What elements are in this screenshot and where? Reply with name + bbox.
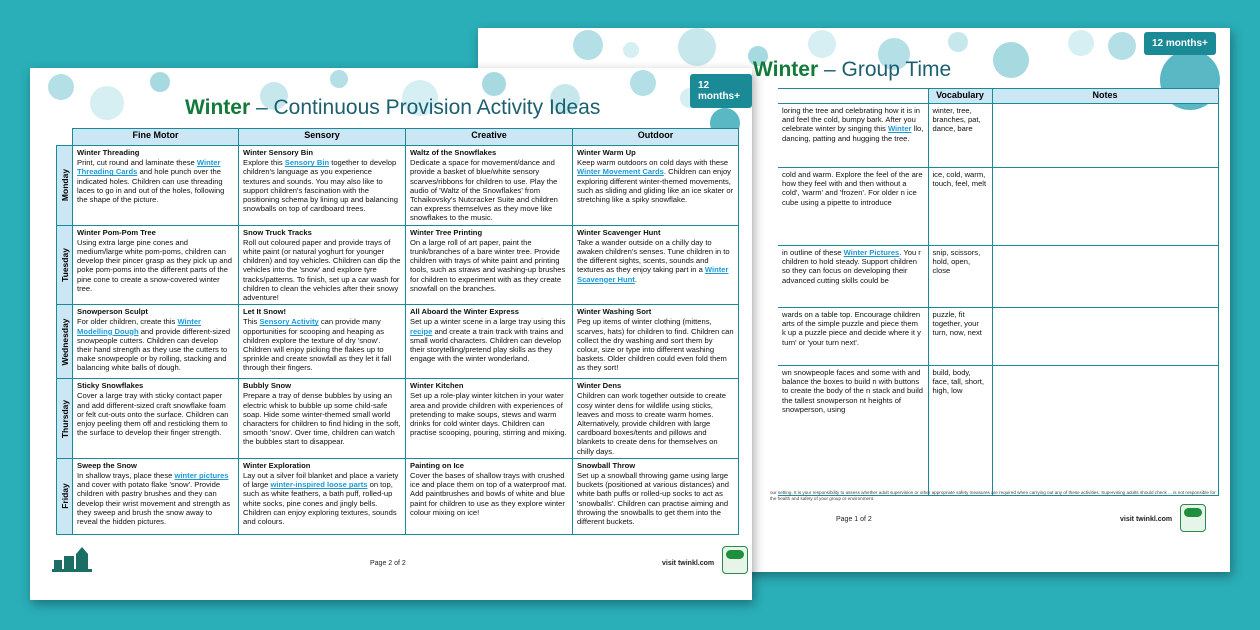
activity-title: Winter Exploration bbox=[243, 460, 311, 470]
activity-title: Winter Threading bbox=[77, 148, 140, 157]
activity-cell: Bubbly Snow Prepare a tray of dense bubbles by using an electric whisk to bubble up some child-safe soap. Hide some winter-themed small world characters for children to find hiding in the soft, smooth 'snow'. Over time, children can watch the bubbles start to disappear. bbox=[239, 379, 406, 459]
resource-link[interactable]: winter-inspired loose parts bbox=[270, 480, 368, 490]
age-badge: 12 months+ bbox=[1144, 32, 1216, 55]
notes-cell[interactable] bbox=[992, 104, 1218, 168]
activity-title: Snowperson Sculpt bbox=[77, 307, 148, 317]
vocabulary-cell: winter, tree, branches, pat, dance, bare bbox=[928, 104, 992, 168]
resource-link[interactable]: Winter Movement Cards bbox=[577, 167, 664, 177]
activity-cell: Winter Scavenger Hunt Take a wander outside on a chilly day to awaken children's senses. Tune children in to the different sights, scents, sounds and textures as they enjoy taking part in a Winter Scavenger Hunt. bbox=[573, 225, 739, 305]
activity-cell: Winter Tree Printing On a large roll of art paper, paint the trunk/branches of a bare winter tree. Provide children with trays of white paint and printing tools, such as straws and washing-up brushes for children to experiment with as they create snowfall on the branches. bbox=[406, 225, 573, 305]
page-title: Winter – Continuous Provision Activity Ideas bbox=[185, 96, 601, 119]
table-row bbox=[57, 225, 739, 305]
resource-link[interactable]: Sensory Activity bbox=[259, 317, 319, 327]
activity-title: Winter Warm Up bbox=[577, 148, 636, 157]
activity-ideas-table bbox=[56, 128, 739, 535]
twinkl-logo bbox=[722, 546, 748, 574]
resource-link[interactable]: Sensory Bin bbox=[284, 158, 330, 168]
activity-title: Winter Tree Printing bbox=[410, 227, 483, 237]
activity-cell: Winter Threading Print, cut round and laminate these Winter Threading Cards and hole punch over the indicated holes. Children can use threading laces to go in and out of the holes, following the shape of the picture. bbox=[73, 146, 239, 226]
activity-cell: Winter Sensory Bin Explore this Sensory Bin together to develop children's language as you experience textures and sounds. You may also like to support children's fascination with the positioning schema by lining up and balancing snowballs on top of cardboard trees. bbox=[239, 146, 406, 226]
activity-title: Sticky Snowflakes bbox=[77, 381, 144, 391]
activity-text: cold and warm. Explore the feel of the are how they feel with and then without a cold', 'warm' and 'frozen'. For older n ice cube using a pipette to introduce bbox=[778, 168, 928, 246]
page-number: Page 2 of 2 bbox=[370, 560, 406, 567]
activity-title: Painting on Ice bbox=[410, 460, 465, 470]
activity-title: Let It Snow! bbox=[243, 307, 287, 317]
resource-link[interactable]: Winter Scavenger Hunt bbox=[577, 265, 729, 284]
table-row bbox=[778, 308, 1218, 366]
day-label: Friday bbox=[57, 458, 73, 534]
activity-cell: Winter Pom-Pom Tree Using extra large pine cones and medium/large white pom-poms, children can develop their pincer grasp as they pick up and poke pom-poms into the different parts of the pine cone to create a snow-covered winter tree. bbox=[73, 225, 239, 305]
page-title: Winter – Group Time bbox=[753, 58, 952, 81]
day-label: Monday bbox=[57, 146, 73, 226]
table-row bbox=[778, 168, 1218, 246]
disclaimer: our setting. It is your responsibility to assess whether adult supervision or other appropriate safety measures are required when carrying out any of these activities. Supervising adults should check ... is not responsible for the health and safety of your group or environment. bbox=[770, 490, 1216, 501]
day-label: Thursday bbox=[57, 379, 73, 459]
activity-cell: Snow Truck Tracks Roll out coloured paper and provide trays of white paint (or natural yoghurt for younger children) and toy vehicles. Children can dip the vehicles into the 'snow' and explore tyre tracks/patterns. To finish, set up a car wash for children to clean the vehicles after their snowy adventure! bbox=[239, 225, 406, 305]
resource-link[interactable]: Winter Modelling Dough bbox=[77, 317, 202, 336]
notes-cell[interactable] bbox=[992, 168, 1218, 246]
activity-cell: Sticky Snowflakes Cover a large tray with sticky contact paper and add different-sized craft snowflake foam or felt cut-outs onto the surface. Children can enjoy peeling them off and resticking them to the surface to develop their finger strength. bbox=[73, 379, 239, 459]
activity-title: Snowball Throw bbox=[577, 460, 636, 470]
activity-title: Winter Sensory Bin bbox=[243, 148, 313, 157]
activity-cell: Winter Warm Up Keep warm outdoors on cold days with these Winter Movement Cards. Children can enjoy exploring different winter-themed movements, such as sliding and gliding like an ice skater or stretching like a spiky snowflake. bbox=[573, 146, 739, 226]
table-row bbox=[57, 458, 739, 534]
activity-title: Winter Washing Sort bbox=[577, 307, 652, 317]
activity-title: Sweep the Snow bbox=[77, 460, 137, 470]
table-row bbox=[57, 379, 739, 459]
day-label: Tuesday bbox=[57, 225, 73, 305]
setting-icon bbox=[52, 546, 92, 572]
vocabulary-cell: puzzle, fit together, your turn, now, next bbox=[928, 308, 992, 366]
activity-cell: Winter Washing Sort Peg up items of winter clothing (mittens, scarves, hats) for children to find. Children can collect the dry washing and sort them by colour, size or type into different washing baskets. Older children could even fold them as they sort! bbox=[573, 305, 739, 379]
vocabulary-cell: snip, scissors, hold, open, close bbox=[928, 246, 992, 308]
resource-link[interactable]: Winter Threading Cards bbox=[77, 158, 221, 177]
activity-title: Winter Scavenger Hunt bbox=[577, 227, 661, 237]
activity-title: Winter Dens bbox=[577, 381, 622, 391]
activity-cell: Let It Snow! This Sensory Activity can provide many opportunities for scooping and heaping as children explore the texture of dry 'snow'. Children will enjoy picking the flakes up to sprinkle and create snowfall as they let it fall through their fingers. bbox=[239, 305, 406, 379]
column-header: Notes bbox=[992, 89, 1218, 104]
vocabulary-cell: build, body, face, tall, short, high, low bbox=[928, 366, 992, 496]
activity-cell: All Aboard the Winter Express Set up a winter scene in a large tray using this recipe and create a train track with trains and small world characters. Children can develop their storytelling/pretend play skills as they engage with the winter wonderland. bbox=[406, 305, 573, 379]
activity-cell: Snowperson Sculpt For older children, create this Winter Modelling Dough and provide different-sized snowpeople cutters. Children can develop their hand strength as they use the cutters to make snowpeople or by rolling, stacking and balancing white balls of dough. bbox=[73, 305, 239, 379]
front-page bbox=[30, 68, 752, 600]
activity-cell: Sweep the Snow In shallow trays, place these winter pictures and cover with potato flake 'snow'. Provide children with pastry brushes and they can develop their wrist movement and strength as they sweep and brush the snow away to reveal the hidden pictures. bbox=[73, 458, 239, 534]
activity-text: in outline of these Winter Pictures. You r children to hold steady. Support children so they can focus on developing their advanced cutting skills could be bbox=[778, 246, 928, 308]
activity-cell: Snowball Throw Set up a snowball throwing game using large buckets (positioned at various distances) and white bath puffs or rolled-up socks to act as 'snowballs'. Children can practise aiming and throwing the snowballs to get them into the different buckets. bbox=[573, 458, 739, 534]
table-row bbox=[57, 146, 739, 226]
site-link[interactable]: visit twinkl.com bbox=[662, 560, 715, 567]
notes-cell[interactable] bbox=[992, 308, 1218, 366]
resource-link[interactable]: winter pictures bbox=[174, 471, 229, 481]
activity-title: Waltz of the Snowflakes bbox=[410, 148, 497, 157]
column-header: Outdoor bbox=[573, 129, 739, 146]
twinkl-logo bbox=[1180, 504, 1206, 532]
activity-text: wards on a table top. Encourage children arts of the simple puzzle and piece them k up a puzzle piece and decide where it y turn' or 'your turn next'. bbox=[778, 308, 928, 366]
activity-cell: Winter Kitchen Set up a role-play winter kitchen in your water area and provide children with experiences of pretending to make soups, stews and warm drinks for cold winter days. Children can practise scooping, pouring, stirring and mixing. bbox=[406, 379, 573, 459]
vocabulary-cell: ice, cold, warm, touch, feel, melt bbox=[928, 168, 992, 246]
activity-title: Snow Truck Tracks bbox=[243, 227, 312, 237]
table-row bbox=[778, 104, 1218, 168]
resource-link[interactable]: Winter Pictures bbox=[843, 248, 900, 257]
resource-link[interactable]: recipe bbox=[410, 326, 433, 336]
activity-text: loring the tree and celebrating how it is in and feel the cold, bumpy bark. After you celebrate winter by singing this Winter llo, dancing, patting and hugging the tree. bbox=[778, 104, 928, 168]
activity-cell: Waltz of the Snowflakes Dedicate a space for movement/dance and provide a basket of blue/white sensory scarves/ribbons for children to use. Play the audio of 'Waltz of the Snowflakes' from Tchaikovsky's Nutcracker Suite and children can express themselves as they move like snowflakes to the music. bbox=[406, 146, 573, 226]
resource-link[interactable]: Winter bbox=[887, 124, 912, 134]
column-header: Creative bbox=[406, 129, 573, 146]
activity-title: Winter Kitchen bbox=[410, 381, 464, 391]
day-label: Wednesday bbox=[57, 305, 73, 379]
notes-cell[interactable] bbox=[992, 366, 1218, 496]
activity-title: All Aboard the Winter Express bbox=[410, 307, 519, 317]
table-row bbox=[778, 246, 1218, 308]
column-header: Vocabulary bbox=[928, 89, 992, 104]
activity-cell: Winter Dens Children can work together outside to create cosy winter dens for wildlife using sticks, leaves and moss to create warm homes. Alternatively, provide children with large cardboard boxes/tents and pillows and blankets to create dens for themselves on chilly days. bbox=[573, 379, 739, 459]
page-number: Page 1 of 2 bbox=[836, 516, 872, 523]
activity-cell: Painting on Ice Cover the bases of shallow trays with crushed ice and place them on top of a waterproof mat. Add paintbrushes and bowls of white and blue paint for children to use as they explore winter colour mixing on ice! bbox=[406, 458, 573, 534]
activity-title: Winter Pom-Pom Tree bbox=[77, 227, 156, 237]
activity-text: wn snowpeople faces and some with and balance the boxes to build n with buttons to create the body of the n stack and build the tallest snowperson nt heights of snowperson, using bbox=[778, 366, 928, 496]
column-header: Fine Motor bbox=[73, 129, 239, 146]
column-header: Sensory bbox=[239, 129, 406, 146]
table-row bbox=[57, 305, 739, 379]
activity-cell: Winter Exploration Lay out a silver foil blanket and place a variety of large winter-inspired loose parts on top, such as white feathers, a bath puff, rolled-up white socks, pine cones and jingly bells. Children can enjoy exploring textures, sounds and colours. bbox=[239, 458, 406, 534]
site-link[interactable]: visit twinkl.com bbox=[1120, 516, 1173, 523]
group-time-table bbox=[778, 88, 1219, 496]
activity-title: Bubbly Snow bbox=[243, 381, 292, 391]
age-badge: 12 months+ bbox=[690, 74, 752, 108]
table-row bbox=[778, 366, 1218, 496]
notes-cell[interactable] bbox=[992, 246, 1218, 308]
